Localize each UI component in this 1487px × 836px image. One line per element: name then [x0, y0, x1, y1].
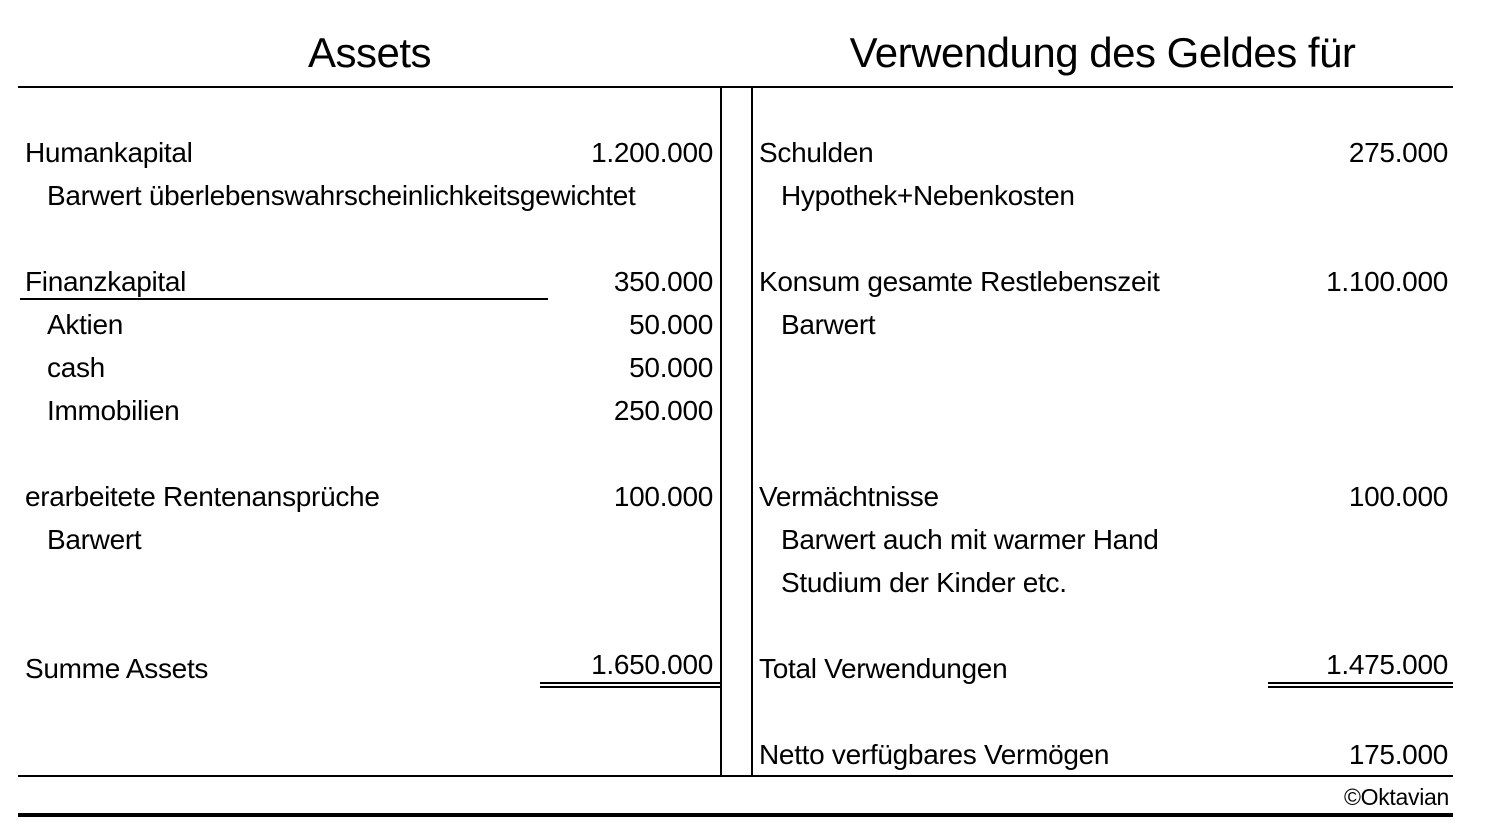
- copyright-credit: ©Oktavian: [1343, 784, 1449, 810]
- total-value: 1.650.000: [540, 649, 720, 688]
- spacer-row: [752, 604, 1453, 647]
- spacer-row: [752, 432, 1453, 475]
- row-konsum: [752, 260, 1453, 303]
- column-divider-left: [720, 87, 722, 777]
- item-label: Barwert auch mit warmer Hand: [781, 523, 1159, 555]
- item-label: Humankapital: [25, 136, 193, 168]
- item-label: Barwert: [781, 308, 876, 340]
- item-label: Total Verwendungen: [759, 652, 1008, 684]
- verwendung-header: Verwendung des Geldes für: [849, 29, 1356, 76]
- footer-rule: [18, 775, 1453, 777]
- spacer-row: [18, 561, 720, 604]
- row-vermaechtnisse: [752, 475, 1453, 518]
- row-rentenansprueche: [18, 475, 720, 518]
- row-aktien: [18, 303, 720, 346]
- verwendung-column: [752, 131, 1453, 776]
- spacer-row: [752, 389, 1453, 432]
- spacer-row: [752, 217, 1453, 260]
- row-immobilien: [18, 389, 720, 432]
- item-value: 350.000: [613, 265, 713, 297]
- row-vermaechtnisse-note2: [752, 561, 1453, 604]
- item-label: Vermächtnisse: [759, 480, 939, 512]
- row-cash: [18, 346, 720, 389]
- item-value: 275.000: [1348, 136, 1448, 168]
- row-vermaechtnisse-note1: [752, 518, 1453, 561]
- item-label: Konsum gesamte Restlebenszeit: [759, 265, 1160, 297]
- item-value: 100.000: [1348, 480, 1448, 512]
- item-value: 50.000: [629, 308, 713, 340]
- item-label: Barwert: [47, 523, 142, 555]
- header-rule: [18, 86, 1453, 88]
- row-schulden-note: [752, 174, 1453, 217]
- item-value: 1.100.000: [1326, 265, 1448, 297]
- item-label: Netto verfügbares Vermögen: [759, 738, 1110, 770]
- item-value: 1.200.000: [591, 136, 713, 168]
- spacer-row: [18, 217, 720, 260]
- item-label: Schulden: [759, 136, 874, 168]
- row-rentenansprueche-note: [18, 518, 720, 561]
- row-finanzkapital: [18, 260, 720, 303]
- spacer-row: [752, 346, 1453, 389]
- total-value: 1.475.000: [1268, 649, 1453, 688]
- item-label: Hypothek+Nebenkosten: [781, 179, 1075, 211]
- bottom-rule: [18, 813, 1453, 817]
- assets-column: [18, 131, 720, 690]
- spacer-row: [18, 432, 720, 475]
- item-label: Summe Assets: [25, 652, 209, 684]
- spacer-row: [18, 604, 720, 647]
- item-label: erarbeitete Rentenansprüche: [25, 480, 380, 512]
- spacer-row: [752, 690, 1453, 733]
- finanzkapital-underline: [20, 298, 548, 300]
- row-humankapital: [18, 131, 720, 174]
- row-konsum-note: [752, 303, 1453, 346]
- item-value: 175.000: [1348, 738, 1448, 770]
- item-label: Aktien: [47, 308, 124, 340]
- item-value: 50.000: [629, 351, 713, 383]
- row-total-verwendungen: [752, 647, 1453, 690]
- row-schulden: [752, 131, 1453, 174]
- item-value: 250.000: [613, 394, 713, 426]
- item-label: Immobilien: [47, 394, 180, 426]
- item-label: Studium der Kinder etc.: [781, 566, 1067, 598]
- row-humankapital-note: [18, 174, 720, 217]
- item-label: Barwert überlebenswahrscheinlichkeitsgewichtet: [47, 179, 636, 211]
- row-summe-assets: [18, 647, 720, 690]
- item-label: Finanzkapital: [25, 265, 187, 297]
- item-value: 100.000: [613, 480, 713, 512]
- assets-header: Assets: [307, 29, 432, 76]
- item-label: cash: [47, 351, 105, 383]
- row-netto-vermoegen: [752, 733, 1453, 776]
